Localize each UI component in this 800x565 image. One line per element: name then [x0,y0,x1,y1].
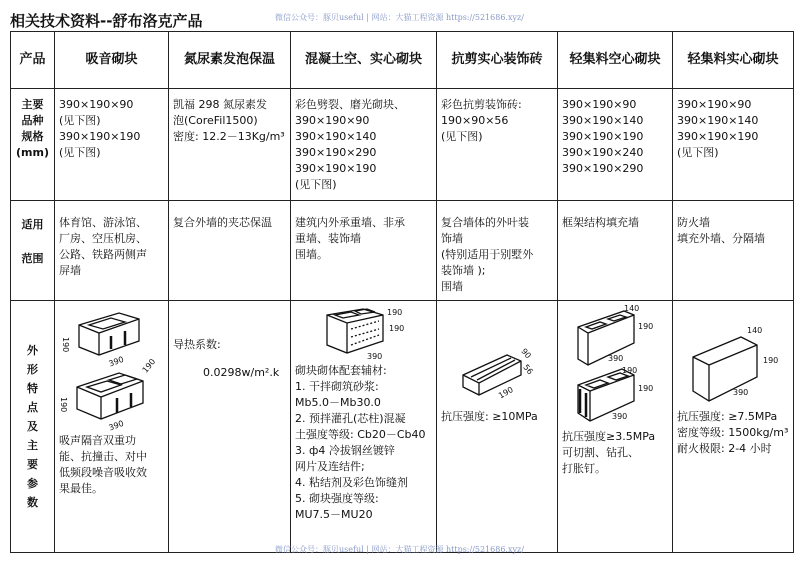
dim-label: 390 [367,352,383,361]
label-line: 适用 [21,218,44,231]
cell-line: MU7.5－MU20 [295,508,373,521]
cell-line: 5. 砌块强度等级: [295,492,379,505]
cell-line: (见下图) [59,146,101,159]
cell-line: 吸声隔音双重功 [59,434,136,447]
cell-line: 2. 预拌灌孔(芯柱)混凝 [295,412,406,425]
label-line: 范围 [21,252,44,265]
dim-label: 390 [107,418,126,433]
cell-line: 装饰墙 ); [441,264,486,277]
cell-line: 彩色劈裂、磨光砌块、 [295,98,405,111]
cell-line: 0.0298w/m².k [203,366,280,379]
label-char: 形 [27,363,38,376]
spec-cell [558,89,673,201]
cell-line: 防火墙 [677,216,710,229]
scope-row [11,201,794,301]
dim-label: 140 [624,305,640,313]
spec-cell [673,89,794,201]
solid-block-drawing [677,305,789,409]
dim-label: 90 [519,346,533,361]
dim-label: 190 [638,384,654,393]
cell-line: (见下图) [295,178,337,191]
cell-line: 网片及连结件; [295,460,365,473]
dim-label: 190 [387,308,403,317]
shear-brick-drawing [441,305,553,409]
cell-line: 390×190×290 [295,146,377,159]
cell-line: (见下图) [441,130,483,143]
cell-line: 建筑内外承重墙、非承 [295,216,405,229]
label-line: 品种 [21,114,44,127]
label-char: 及 [27,420,38,433]
cell-line: 390×190×90 [295,114,370,127]
header-concrete-block: 混凝土空、实心砌块 [291,32,437,89]
features-cell [437,301,558,553]
scope-cell [291,201,437,301]
cell-line: 填充外墙、分隔墙 [677,232,765,245]
features-row [11,301,794,553]
cell-line: 390×190×140 [677,114,759,127]
row-label-scope [11,201,55,301]
cell-line: 密度等级: 1500kg/m³ [677,426,789,439]
cell-line: 1. 干拌砌筑砂浆: [295,380,379,393]
cell-line: Mb5.0－Mb30.0 [295,396,381,409]
scope-cell [558,201,673,301]
cell-line: 厂房、空压机房、 [59,232,147,245]
header-row [11,32,794,89]
cell-line: 390×190×140 [562,114,644,127]
cell-line: 390×190×240 [562,146,644,159]
hollow-block-drawing [562,305,668,429]
dim-label: 56 [521,362,535,377]
cell-line: 复合外墙的夹芯保温 [173,216,272,229]
cell-line: 围墙。 [295,248,328,261]
row-label-features [11,301,55,553]
cell-line: 泡(CoreFil1500) [173,114,258,127]
cell-line: 390×190×90 [59,98,134,111]
spec-cell [169,89,291,201]
scope-cell [169,201,291,301]
cell-line: 390×190×190 [677,130,759,143]
header-solid-block: 轻集料实心砌块 [673,32,794,89]
cell-line: 低频段噪音吸收效 [59,466,147,479]
dim-label: 190 [497,385,515,401]
dim-label: 140 [747,326,763,335]
cell-line: 耐火极限: 2-4 小时 [677,442,772,455]
features-cell [558,301,673,553]
label-line: 主要 [21,98,44,111]
cell-line: 390×190×90 [677,98,752,111]
label-char: 数 [27,496,38,509]
dim-label: 190 [140,357,158,375]
dim-label: 190 [622,366,638,375]
dim-label: 190 [763,356,779,365]
cell-line: 公路、铁路两侧声 [59,248,147,261]
row-label-spec [11,89,55,201]
cell-line: 390×190×190 [59,130,141,143]
cell-line: 390×190×190 [295,162,377,175]
scope-cell [55,201,169,301]
dim-label: 390 [107,354,126,369]
sound-block-drawing [59,305,163,433]
cell-line: 体育馆、游泳馆、 [59,216,147,229]
features-cell [55,301,169,553]
spec-cell [55,89,169,201]
scope-cell [673,201,794,301]
watermark-top: 微信公众号：豚贝useful | 网站：大猫工程资源 https://521686.xyz/ [275,13,524,22]
cell-line: 砌块砌体配套辅材: [295,364,387,377]
label-char: 参 [27,477,38,490]
label-char: 点 [27,401,38,414]
header-foam-insulation: 氮尿素发泡保温 [169,32,291,89]
cell-line: 果最佳。 [59,482,103,495]
spec-cell [437,89,558,201]
header-hollow-block: 轻集料空心砌块 [558,32,673,89]
cell-line: 390×190×190 [562,130,644,143]
cell-line: 屏墙 [59,264,81,277]
label-char: 外 [27,344,38,357]
cell-line: 土强度等级: Cb20－Cb40 [295,428,426,441]
cell-line: 彩色抗剪装饰砖: [441,98,522,111]
features-cell [673,301,794,553]
label-char: 主 [27,439,38,452]
dim-label: 190 [61,337,70,353]
cell-line: 4. 粘结剂及彩色饰缝剂 [295,476,408,489]
document-title: 相关技术资料--舒布洛克产品 [10,12,203,30]
dim-label: 190 [638,322,654,331]
cell-line: 抗压强度≥3.5MPa [562,430,656,443]
cell-line: 抗压强度: ≥10MPa [441,410,538,423]
cell-line: 复合墙体的外叶装 [441,216,529,229]
cell-line: 390×190×140 [295,130,377,143]
features-cell [291,301,437,553]
dim-label: 390 [612,412,628,421]
cell-line: 围墙 [441,280,463,293]
cell-line: 390×190×290 [562,162,644,175]
cell-line: 抗压强度: ≥7.5MPa [677,410,778,423]
label-char: 特 [27,382,38,395]
dim-label: 190 [389,324,405,333]
cell-line: 导热系数: [173,338,221,351]
dim-label: 190 [59,397,68,413]
label-line: (mm) [16,146,49,159]
header-shear-brick: 抗剪实心装饰砖 [437,32,558,89]
header-sound-block: 吸音砌块 [55,32,169,89]
cell-line: 框架结构填充墙 [562,216,639,229]
watermark-bottom: 微信公众号：豚贝useful | 网站：大猫工程资源 https://521686.xyz/ [275,545,524,554]
label-line: 规格 [21,130,44,143]
concrete-block-drawing [295,305,431,363]
cell-line: 390×190×90 [562,98,637,111]
cell-line: 重墙、装饰墙 [295,232,361,245]
cell-line: 可切割、钻孔、 [562,446,639,459]
cell-line: 凯福 298 氮尿素发 [173,98,267,111]
dim-label: 390 [608,354,624,363]
dim-label: 390 [733,388,749,397]
cell-line: (见下图) [59,114,101,127]
features-cell [169,301,291,553]
cell-line: 3. ф4 冷拔钢丝镀锌 [295,444,395,457]
product-table [10,31,794,553]
cell-line: 饰墙 [441,232,463,245]
header-product: 产品 [11,32,55,89]
spec-cell [291,89,437,201]
cell-line: 打胀钉。 [562,462,606,475]
cell-line: (见下图) [677,146,719,159]
label-char: 要 [27,458,38,471]
spec-row [11,89,794,201]
cell-line: 190×90×56 [441,114,509,127]
scope-cell [437,201,558,301]
cell-line: 能、抗撞击、对中 [59,450,147,463]
cell-line: 密度: 12.2－13Kg/m³ [173,130,285,143]
cell-line: (特别适用于别墅外 [441,248,534,261]
